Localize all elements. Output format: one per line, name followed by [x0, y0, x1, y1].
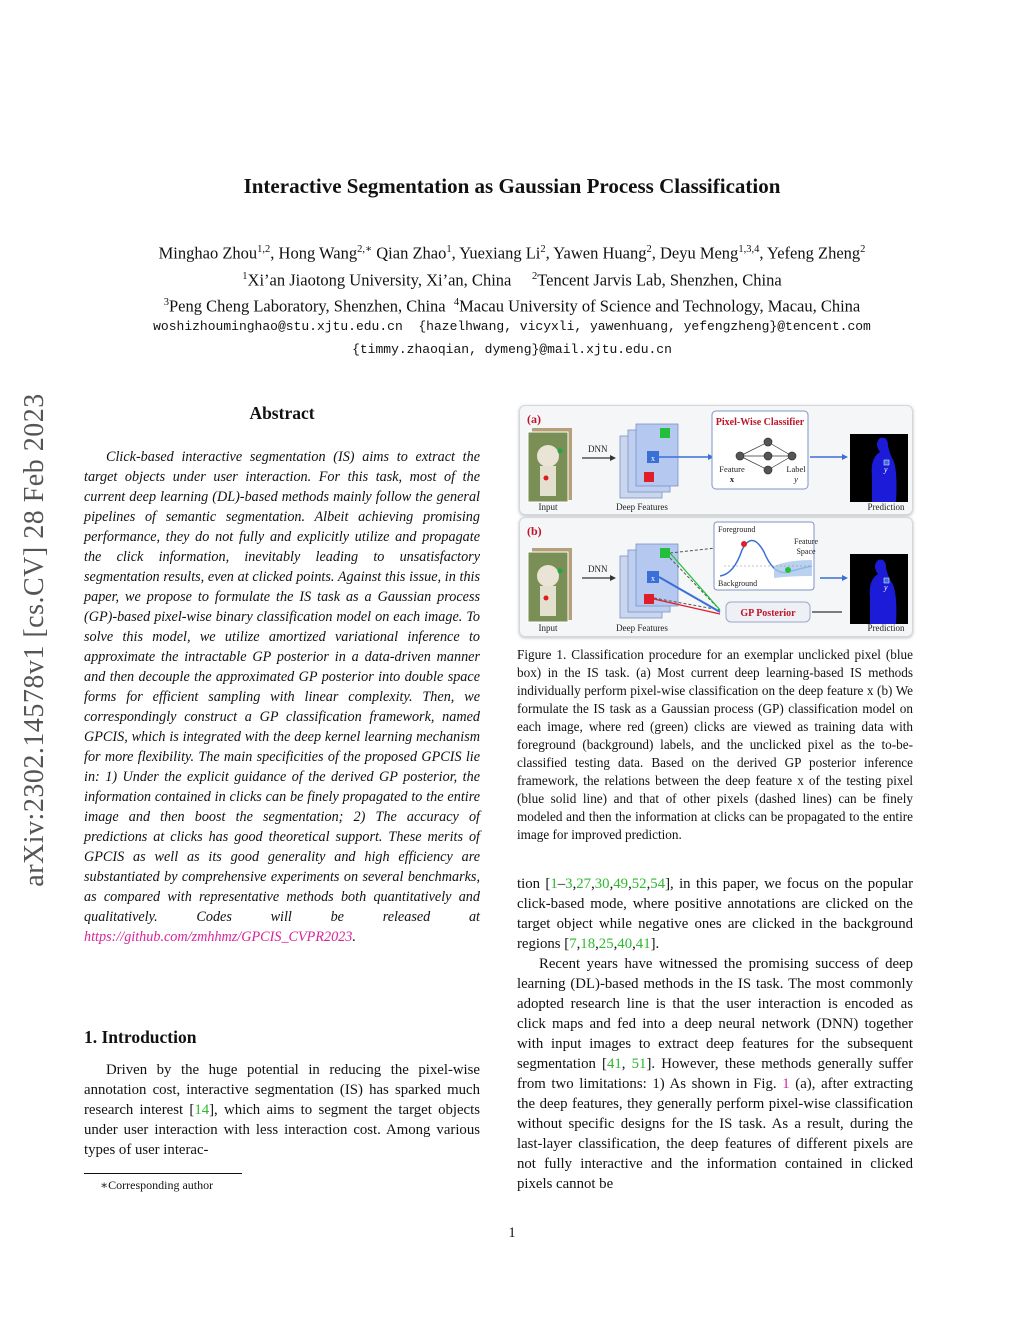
panel-b-label: (b) [527, 524, 542, 538]
label-label: Label [786, 464, 806, 474]
panel-a-label: (a) [527, 412, 541, 426]
citation[interactable]: 30 [594, 876, 610, 892]
citation[interactable]: 41 [635, 936, 651, 952]
citation[interactable]: 25 [598, 936, 614, 952]
positive-click-icon-b [558, 569, 563, 574]
citation[interactable]: 27 [576, 876, 592, 892]
affiliations-line-2: $^3$Peng Cheng Laboratory, Shenzhen, China $^4$Macau University of Science and Technology, Macau, China [163, 296, 861, 316]
intro-paragraph: Driven by the huge potential in reducing the pixel-wise annotation cost, interactive segmentation (IS) has sparked much research interest [14], which aims to segment the target objects under user interaction with less interaction cost. Among various types of user interac- [84, 1062, 480, 1158]
negative-click-icon-b [544, 596, 549, 601]
right-column-text [517, 874, 913, 1194]
figure-panel-b [519, 517, 913, 637]
citation[interactable]: 14 [194, 1102, 210, 1118]
citation[interactable]: 41 [606, 1056, 622, 1072]
dnn-label: DNN [588, 444, 608, 454]
page-number: 1 [508, 1225, 516, 1241]
svg-text:Deep Features: Deep Features [616, 623, 668, 633]
email-2: {hazelhwang, vicyxli, yawenhuang, yefengzheng}@tencent.com [418, 319, 871, 334]
svg-text:DNN: DNN [588, 564, 608, 574]
abstract-text: Click-based interactive segmentation (IS) aims to extract the target objects under user interaction. For this task, most of the current deep learning (DL)-based methods mainly follow the general pipelines of semantic segmentation. Albeit achieving promising performance, they do not fully and explicitly utilize and propagate the click information, inevitably leading to unsatisfactory segmentation results, even at clicked points. Against this issue, in this paper, we propose to formulate the IS task as a Gaussian process (GP)-based pixel-wise binary classification model on each image. To solve this model, we utilize amortized variational inference to approximate the intractable GP posterior in a data-driven manner and then decouple the approximated GP posterior into double space forms for efficient sampling with linear complexity. Then, we correspondingly construct a GP classification framework, named GPCIS, which is integrated with the deep kernel learning mechanism for more flexibility. The main specificities of the proposed GPCIS lie in: 1) Under the explicit guidance of the derived GP posterior, the information contained in clicks can be finely propagated to the entire image and then boost the segmentation; 2) The accuracy of predictions at clicks has good theoretical support. These merits of GPCIS as well as its good generality and high efficiency are substantiated by comprehensive experiments on several benchmarks, as compared with representative methods both quantitatively and qualitatively. Codes will be released at https://github.com/zmhhmz/GPCIS_CVPR2023. [84, 449, 480, 945]
foreground-label: Foreground [718, 525, 756, 534]
citation[interactable]: 1 [550, 876, 558, 892]
footnote-rule [84, 1173, 242, 1174]
svg-text:x: x [651, 574, 655, 583]
feature-label: Feature [719, 464, 745, 474]
svg-text:x: x [651, 454, 655, 463]
deep-feature-cube-b [620, 544, 678, 618]
svg-text:y: y [884, 583, 888, 592]
background-label: Background [718, 579, 758, 588]
gp-posterior-label: GP Posterior [740, 608, 796, 619]
svg-text:Input: Input [538, 623, 558, 633]
footnote: ∗Corresponding author [100, 1178, 214, 1192]
email-1: woshizhouminghao@stu.xjtu.edu.cn [153, 319, 403, 334]
person-figure [537, 445, 559, 467]
classifier-title: Pixel-Wise Classifier [715, 417, 805, 428]
affiliations-line-1: $^1$Xi’an Jiaotong University, Xi’an, China $^2$Tencent Jarvis Lab, Shenzhen, China [242, 270, 782, 289]
figure-panel-a [519, 405, 913, 515]
deep-feature-cube [620, 424, 678, 498]
citation[interactable]: 7 [569, 936, 577, 952]
red-feature-cube [644, 472, 654, 482]
citation[interactable]: 3 [565, 876, 573, 892]
author-block [0, 238, 1024, 318]
citation[interactable]: 18 [580, 936, 596, 952]
input-label: Input [538, 502, 558, 512]
email-3: {timmy.zhaoqian, dymeng}@mail.xjtu.edu.cn [352, 342, 672, 357]
svg-text:Prediction: Prediction [867, 623, 905, 633]
positive-click-icon [558, 449, 563, 454]
citation[interactable]: 49 [613, 876, 629, 892]
email-block [0, 315, 1024, 361]
citation[interactable]: 52 [631, 876, 647, 892]
paper-title: Interactive Segmentation as Gaussian Process Classification [243, 174, 781, 198]
green-feature-cube [660, 428, 670, 438]
citation[interactable]: 51 [631, 1056, 647, 1072]
svg-text:Feature: Feature [794, 537, 818, 546]
paragraph-1: tion [1–3,27,30,49,52,54], in this paper, we focus on the popular click-based mode, where positive annotations are clicked on the target object while negative ones are clicked in the background regions [7,18,25,40,41]. [517, 876, 914, 952]
panel-a-graphic [520, 406, 912, 514]
abstract-heading: Abstract [249, 403, 315, 423]
figure-caption: Figure 1. Classification procedure for an exemplar unclicked pixel (blue box) in the IS task. (a) Most current deep learning-based IS methods individually perform pixel-wise classification on the deep feature x (b) We formulate the IS task as a Gaussian process (GP) classification model on each image, where red (green) clicks are viewed as training data with foreground (background) labels, and the unclicked pixel as the to-be-classified testing data. Based on the derived GP posterior inference framework, the relations between the deep feature x of the testing pixel (blue solid line) and that of other pixels (dashed lines) can be finely modeled and then the information at clicks can be propagated to the entire image for improved prediction. [517, 647, 913, 842]
author-list: Minghao Zhou$^{1,2}$, Hong Wang$^{2,∗}$ Qian Zhao$^1$, Yuexiang Li$^2$, Yawen Huang$^2$, Deyu Meng$^{1,3,4}$, Yefeng Zheng$^2$ [158, 243, 866, 263]
citation[interactable]: 54 [650, 876, 666, 892]
panel-b-graphic [520, 518, 912, 636]
citation[interactable]: 40 [617, 936, 633, 952]
prediction-label: Prediction [867, 502, 905, 512]
paragraph-2: Recent years have witnessed the promising success of deep learning (DL)-based methods in the IS task. The most commonly adopted research line is that the user interaction is encoded as click maps and fed into a deep neural network (DNN) together with input images to extract deep features for the subsequent segmentation [41, 51]. However, these methods generally suffer from two limitations: 1) As shown in Fig. 1 (a), after extracting the deep features, they generally perform pixel-wise classification without specific designs for the IS task. As a result, during the last-layer classification, the deep features of different pixels are not fully interactive and the information contained in clicked pixels cannot be [517, 956, 913, 1192]
negative-click-icon [544, 476, 549, 481]
section-heading-introduction: 1. Introduction [84, 1027, 197, 1047]
svg-text:Space: Space [796, 547, 816, 556]
svg-text:y: y [794, 474, 798, 484]
deep-features-label: Deep Features [616, 502, 668, 512]
svg-text:x: x [729, 474, 735, 484]
svg-text:y: y [884, 465, 888, 474]
figure-reference[interactable]: 1 [782, 1076, 790, 1092]
figure-1 [519, 405, 911, 637]
code-link[interactable]: https://github.com/zmhhmz/GPCIS_CVPR2023 [84, 929, 353, 945]
arxiv-stamp: arXiv:2302.14578v1 [cs.CV] 28 Feb 2023 [19, 393, 50, 887]
